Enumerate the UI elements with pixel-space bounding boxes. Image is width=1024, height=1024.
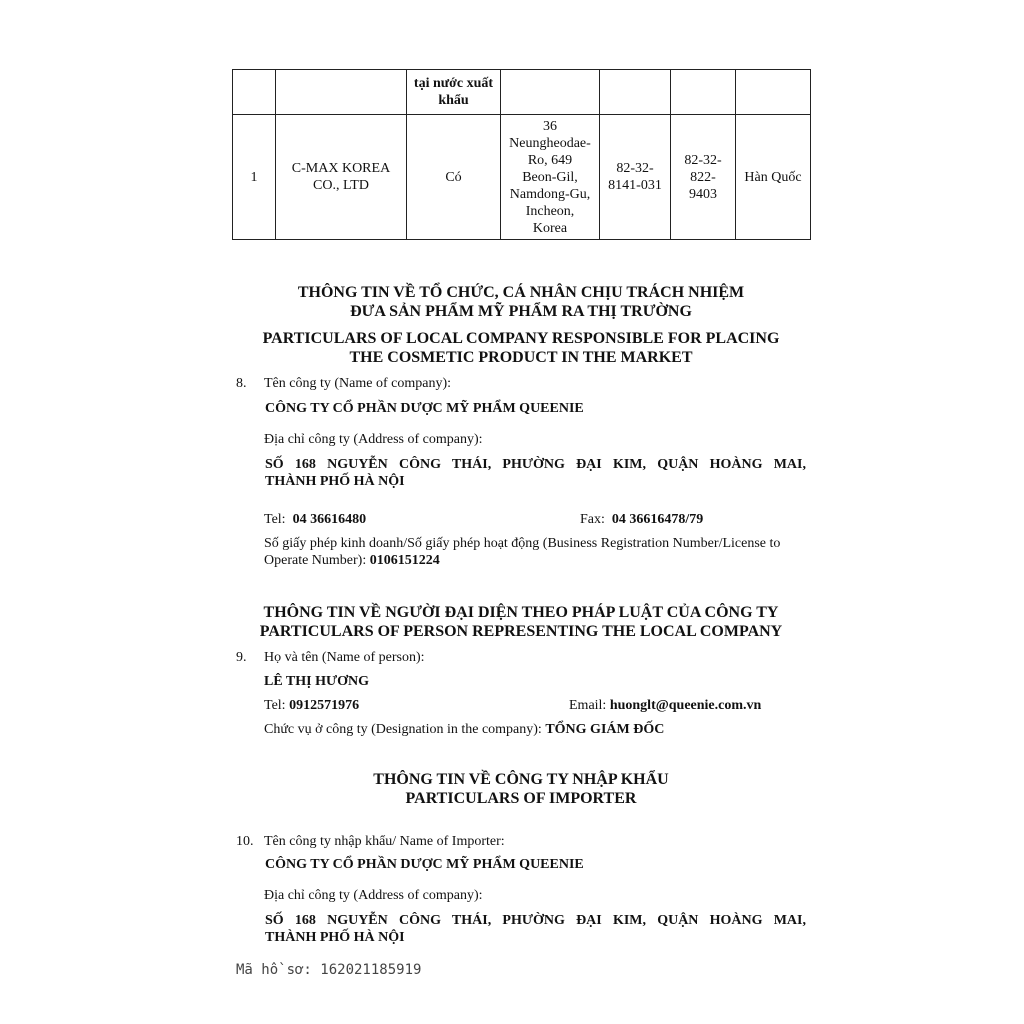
tel-value: 04 36616480 bbox=[292, 512, 367, 527]
heading-line: PARTICULARS OF PERSON REPRESENTING THE LOCAL COMPANY bbox=[259, 623, 783, 640]
table-row bbox=[233, 115, 811, 240]
cell-line: C-MAX KOREA bbox=[291, 161, 391, 176]
email-label: Email: bbox=[569, 698, 607, 713]
local-company-heading-en bbox=[232, 329, 810, 367]
license-label-line: Operate Number): bbox=[264, 553, 367, 568]
file-code: Mã hồ sơ: 162021185919 bbox=[236, 962, 422, 978]
address-line: SỐ 168 NGUYỄN CÔNG THÁI, PHƯỜNG ĐẠI KIM, QUẬN HOÀNG MAI, bbox=[265, 913, 806, 928]
license-line-2 bbox=[264, 552, 814, 569]
person-name-label: Họ và tên (Name of person): bbox=[264, 650, 425, 665]
person-name-value: LÊ THỊ HƯƠNG bbox=[264, 674, 370, 689]
designation-value: TỔNG GIÁM ĐỐC bbox=[545, 722, 665, 737]
address-line: THÀNH PHỐ HÀ NỘI bbox=[265, 930, 405, 945]
cell-line: 36 bbox=[543, 118, 557, 134]
cell-line: 82-32- bbox=[616, 161, 654, 176]
tel-label: Tel: bbox=[264, 512, 286, 527]
designation-line bbox=[264, 721, 664, 738]
fax-value: 04 36616478/79 bbox=[611, 512, 704, 527]
fax-line bbox=[580, 511, 703, 528]
importer-name-value: CÔNG TY CỔ PHẦN DƯỢC MỸ PHẨM QUEENIE bbox=[265, 857, 584, 872]
address-line: THÀNH PHỐ HÀ NỘI bbox=[265, 474, 405, 489]
importer-heading bbox=[232, 770, 810, 808]
importer-name-label: Tên công ty nhập khẩu/ Name of Importer: bbox=[264, 834, 505, 849]
table-cell bbox=[233, 70, 276, 115]
country-cell: Hàn Quốc bbox=[736, 115, 811, 240]
designation-label: Chức vụ ở công ty (Designation in the company): bbox=[264, 722, 542, 737]
license-number-value: 0106151224 bbox=[369, 553, 440, 568]
license-label-line: Số giấy phép kinh doanh/Số giấy phép hoạt động (Business Registration Number/License to bbox=[264, 536, 781, 551]
importer-address-value bbox=[265, 912, 806, 946]
representative-heading bbox=[232, 603, 810, 641]
tel-label: Tel: bbox=[264, 698, 286, 713]
address-line: SỐ 168 NGUYỄN CÔNG THÁI, PHƯỜNG ĐẠI KIM, QUẬN HOÀNG MAI, bbox=[265, 457, 806, 472]
item-number-10: 10. bbox=[236, 834, 254, 849]
fax-label: Fax: bbox=[580, 512, 605, 527]
cell-line: 82-32- bbox=[684, 152, 722, 168]
license-block bbox=[264, 535, 814, 569]
cell-line: Neungheodae- bbox=[509, 135, 591, 151]
table-header-cell bbox=[407, 70, 501, 115]
company-name-value: CÔNG TY CỔ PHẦN DƯỢC MỸ PHẨM QUEENIE bbox=[265, 401, 584, 416]
table-cell bbox=[600, 70, 671, 115]
cell-line: Korea bbox=[532, 220, 568, 236]
row-number-cell: 1 bbox=[233, 115, 276, 240]
heading-line: THÔNG TIN VỀ NGƯỜI ĐẠI DIỆN THEO PHÁP LUẬT CỦA CÔNG TY bbox=[263, 604, 779, 621]
heading-line: THÔNG TIN VỀ CÔNG TY NHẬP KHẨU bbox=[373, 771, 669, 788]
cell-line: Beon-Gil, bbox=[522, 169, 578, 185]
manufacturer-table bbox=[232, 69, 811, 240]
company-name-cell bbox=[276, 115, 407, 240]
cell-line: Incheon, bbox=[525, 203, 575, 219]
company-address-label: Địa chỉ công ty (Address of company): bbox=[264, 432, 483, 447]
person-email-line bbox=[569, 697, 761, 714]
table-cell bbox=[276, 70, 407, 115]
importer-address-label: Địa chỉ công ty (Address of company): bbox=[264, 888, 483, 903]
address-cell bbox=[501, 115, 600, 240]
table-header-row bbox=[233, 70, 811, 115]
table-cell bbox=[736, 70, 811, 115]
company-name-label: Tên công ty (Name of company): bbox=[264, 376, 451, 391]
cell-line: 8141-031 bbox=[608, 178, 662, 193]
fax-cell bbox=[671, 115, 736, 240]
phone-cell bbox=[600, 115, 671, 240]
email-value: huonglt@queenie.com.vn bbox=[609, 698, 762, 713]
tel-line bbox=[264, 511, 366, 528]
header-line: khẩu bbox=[438, 93, 469, 108]
heading-line: PARTICULARS OF LOCAL COMPANY RESPONSIBLE FOR PLACING bbox=[262, 330, 780, 347]
heading-line: PARTICULARS OF IMPORTER bbox=[405, 790, 637, 807]
cell-line: CO., LTD bbox=[313, 178, 369, 193]
status-cell: Có bbox=[407, 115, 501, 240]
heading-line: ĐƯA SẢN PHẨM MỸ PHẨM RA THỊ TRƯỜNG bbox=[350, 303, 692, 320]
person-tel-line bbox=[264, 697, 359, 714]
company-address-value bbox=[265, 456, 806, 490]
heading-line: THE COSMETIC PRODUCT IN THE MARKET bbox=[349, 349, 693, 366]
cell-line: 822- bbox=[690, 169, 716, 185]
cell-line: Namdong-Gu, bbox=[509, 186, 591, 202]
item-number-9: 9. bbox=[236, 650, 247, 665]
header-line: tại nước xuất bbox=[413, 76, 494, 91]
item-number-8: 8. bbox=[236, 376, 247, 391]
tel-value: 0912571976 bbox=[289, 698, 360, 713]
table-cell bbox=[501, 70, 600, 115]
cell-line: 9403 bbox=[689, 186, 717, 202]
local-company-heading-vi bbox=[232, 283, 810, 321]
heading-line: THÔNG TIN VỀ TỔ CHỨC, CÁ NHÂN CHỊU TRÁCH NHIỆM bbox=[297, 284, 745, 301]
table-cell bbox=[671, 70, 736, 115]
cell-line: Ro, 649 bbox=[527, 152, 573, 168]
